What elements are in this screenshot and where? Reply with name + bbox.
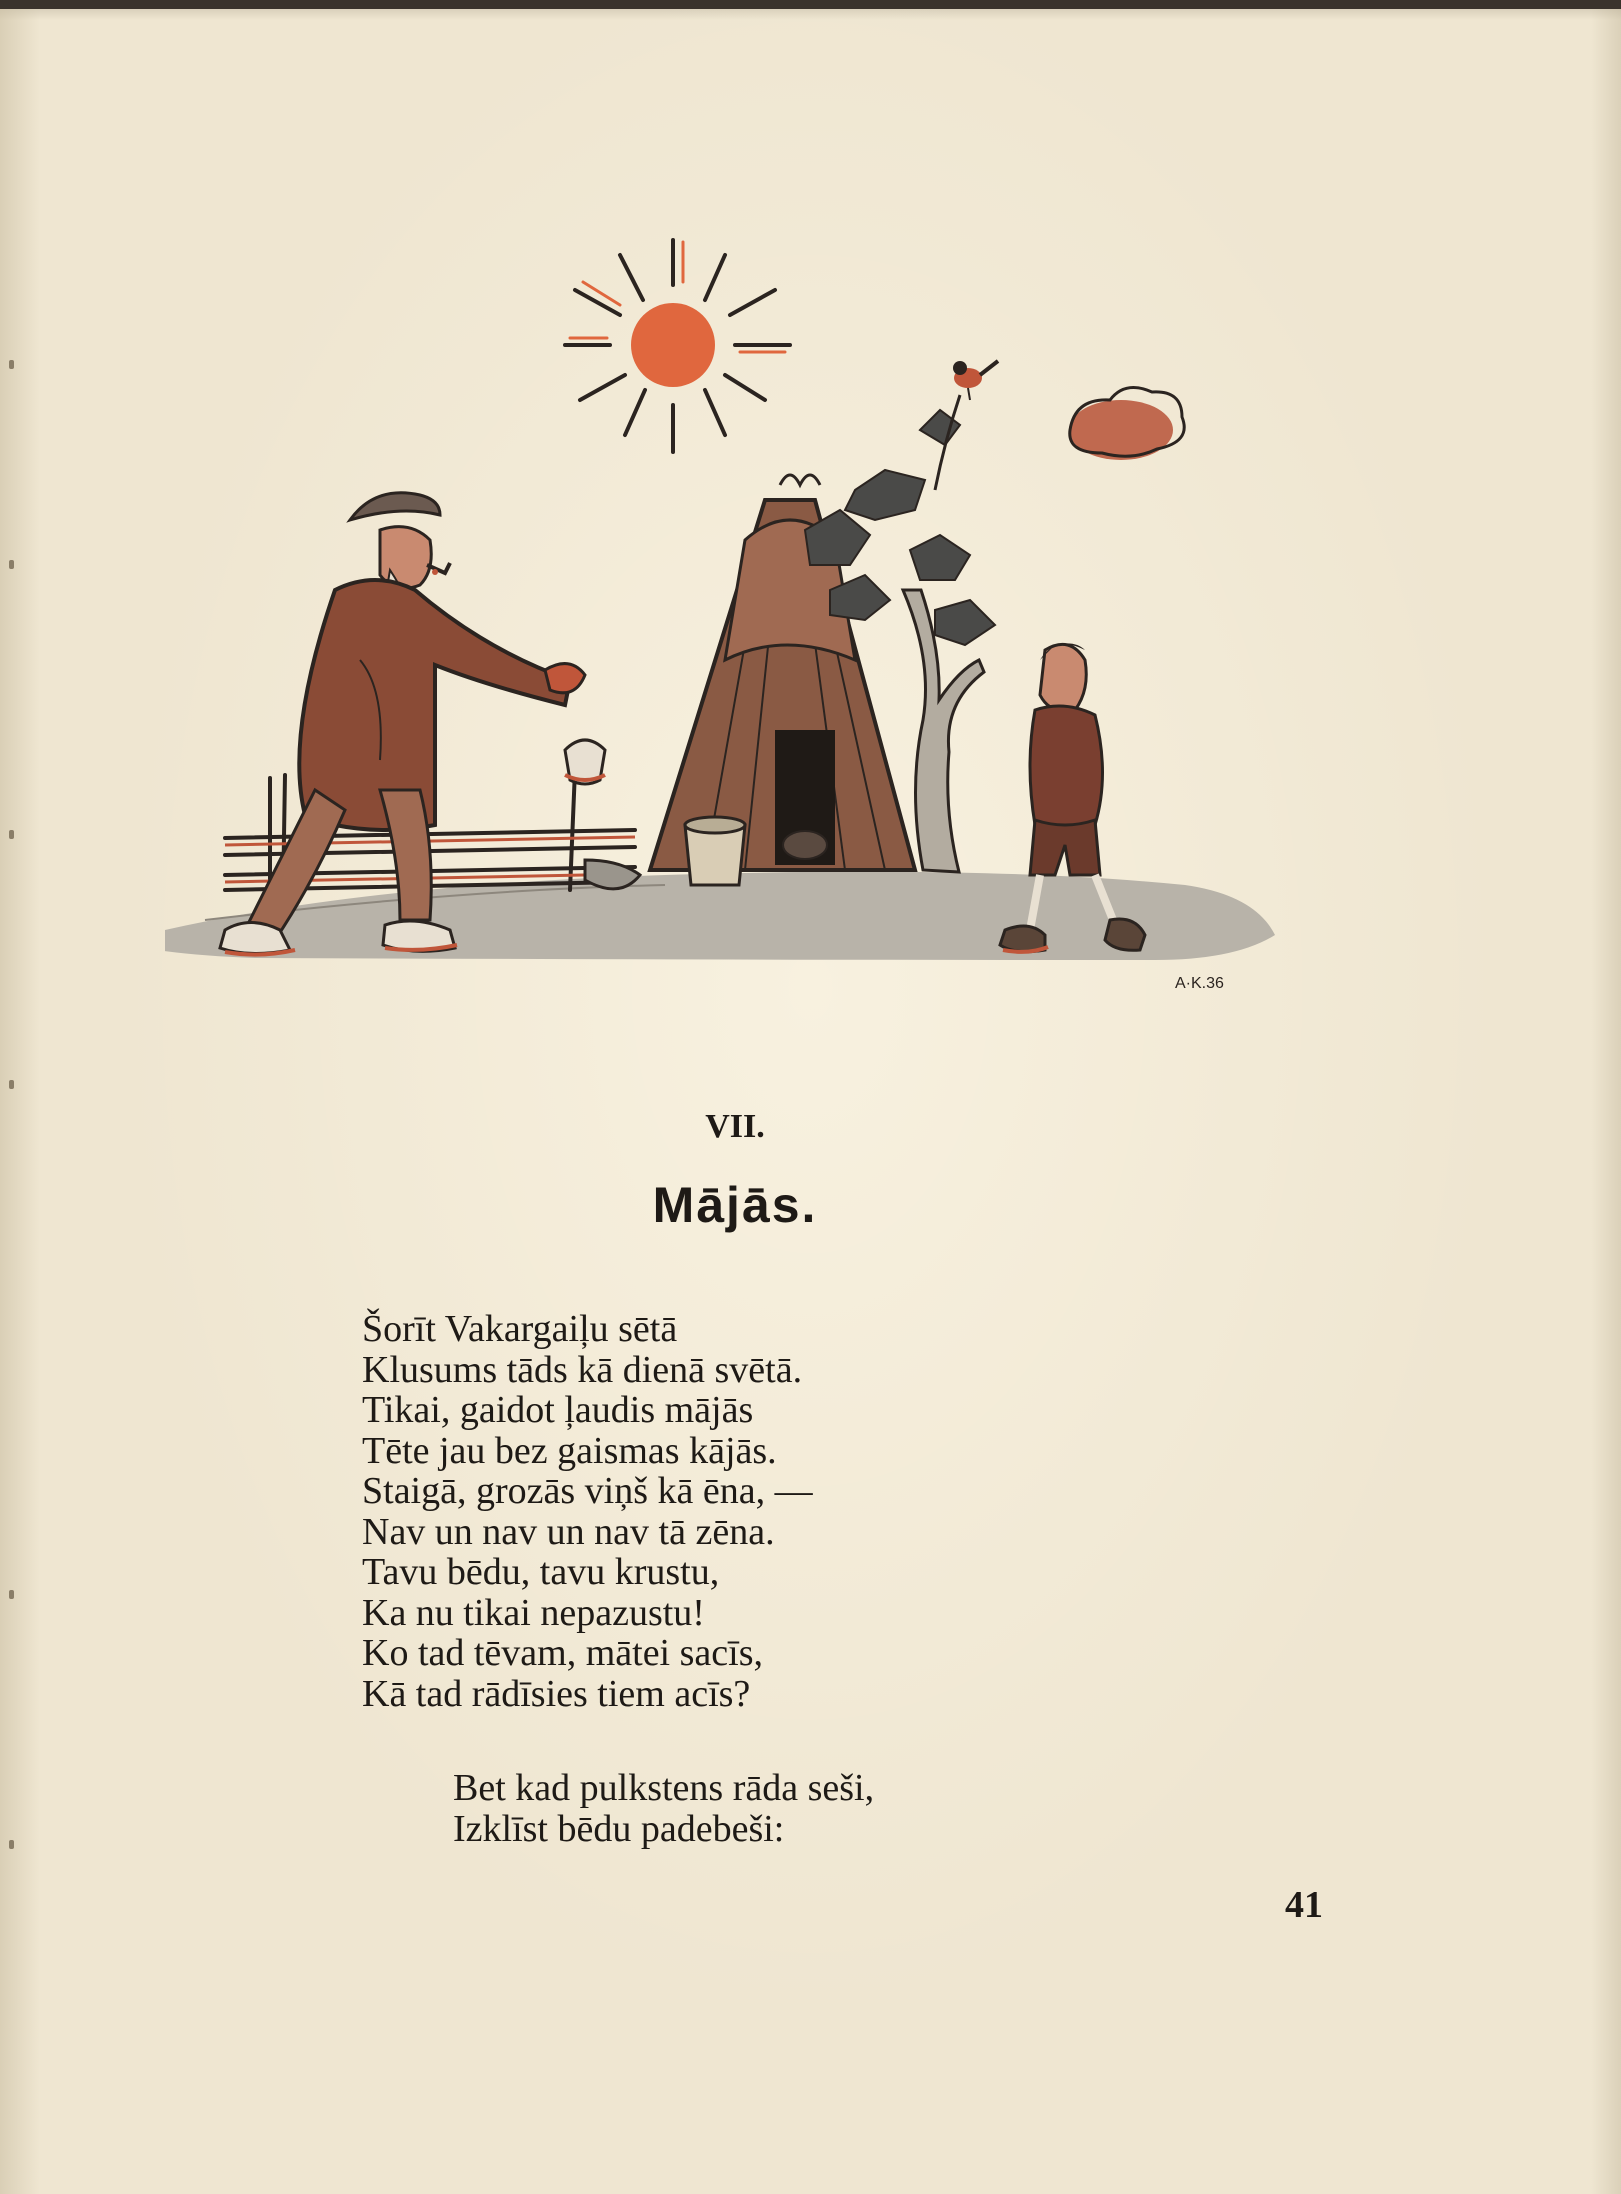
- poem-line: Nav un nav un nav tā zēna.: [362, 1510, 775, 1553]
- binding-hole: [9, 1590, 14, 1599]
- poem-stanza-2: [453, 1768, 874, 1849]
- poem-line: Ka nu tikai nepazustu!: [362, 1591, 705, 1634]
- chapter-number: VII.: [705, 1108, 765, 1145]
- poem-line: Tēte jau bez gaismas kājās.: [362, 1429, 777, 1472]
- sun-drawing: [565, 240, 790, 452]
- poem-line: Šorīt Vakargaiļu sētā: [362, 1308, 678, 1350]
- poem-line: Ko tad tēvam, mātei sacīs,: [362, 1632, 763, 1674]
- binding-hole: [9, 560, 14, 569]
- illustration-signature: A·K.36: [1175, 975, 1224, 992]
- binding-hole: [9, 360, 14, 369]
- bird-drawing: [953, 361, 998, 400]
- poem-line: Bet kad pulkstens rāda seši,: [453, 1767, 875, 1809]
- hut-drawing: [650, 475, 915, 885]
- illustration: [165, 230, 1285, 1030]
- poem-line: Tikai, gaidot ļaudis mājās: [362, 1389, 754, 1431]
- binding-hole: [9, 1840, 14, 1849]
- poem-line: Staigā, grozās viņš kā ēna, —: [362, 1470, 813, 1512]
- page-top-edge: [0, 0, 1621, 9]
- cloud-drawing: [1069, 388, 1184, 461]
- poem-line: Klusums tāds kā dienā svētā.: [362, 1348, 803, 1391]
- binding-hole: [9, 1080, 14, 1089]
- poem-line: Kā tad rādīsies tiem acīs?: [362, 1672, 751, 1715]
- page-number: 41: [1285, 1884, 1323, 1926]
- poem-line: Tavu bēdu, tavu krustu,: [362, 1551, 720, 1593]
- chapter-title: Mājās.: [652, 1177, 818, 1233]
- poem-stanza-1: [362, 1309, 813, 1714]
- poem-line: Izklīst bēdu padebeši:: [453, 1807, 785, 1850]
- binding-hole: [9, 830, 14, 839]
